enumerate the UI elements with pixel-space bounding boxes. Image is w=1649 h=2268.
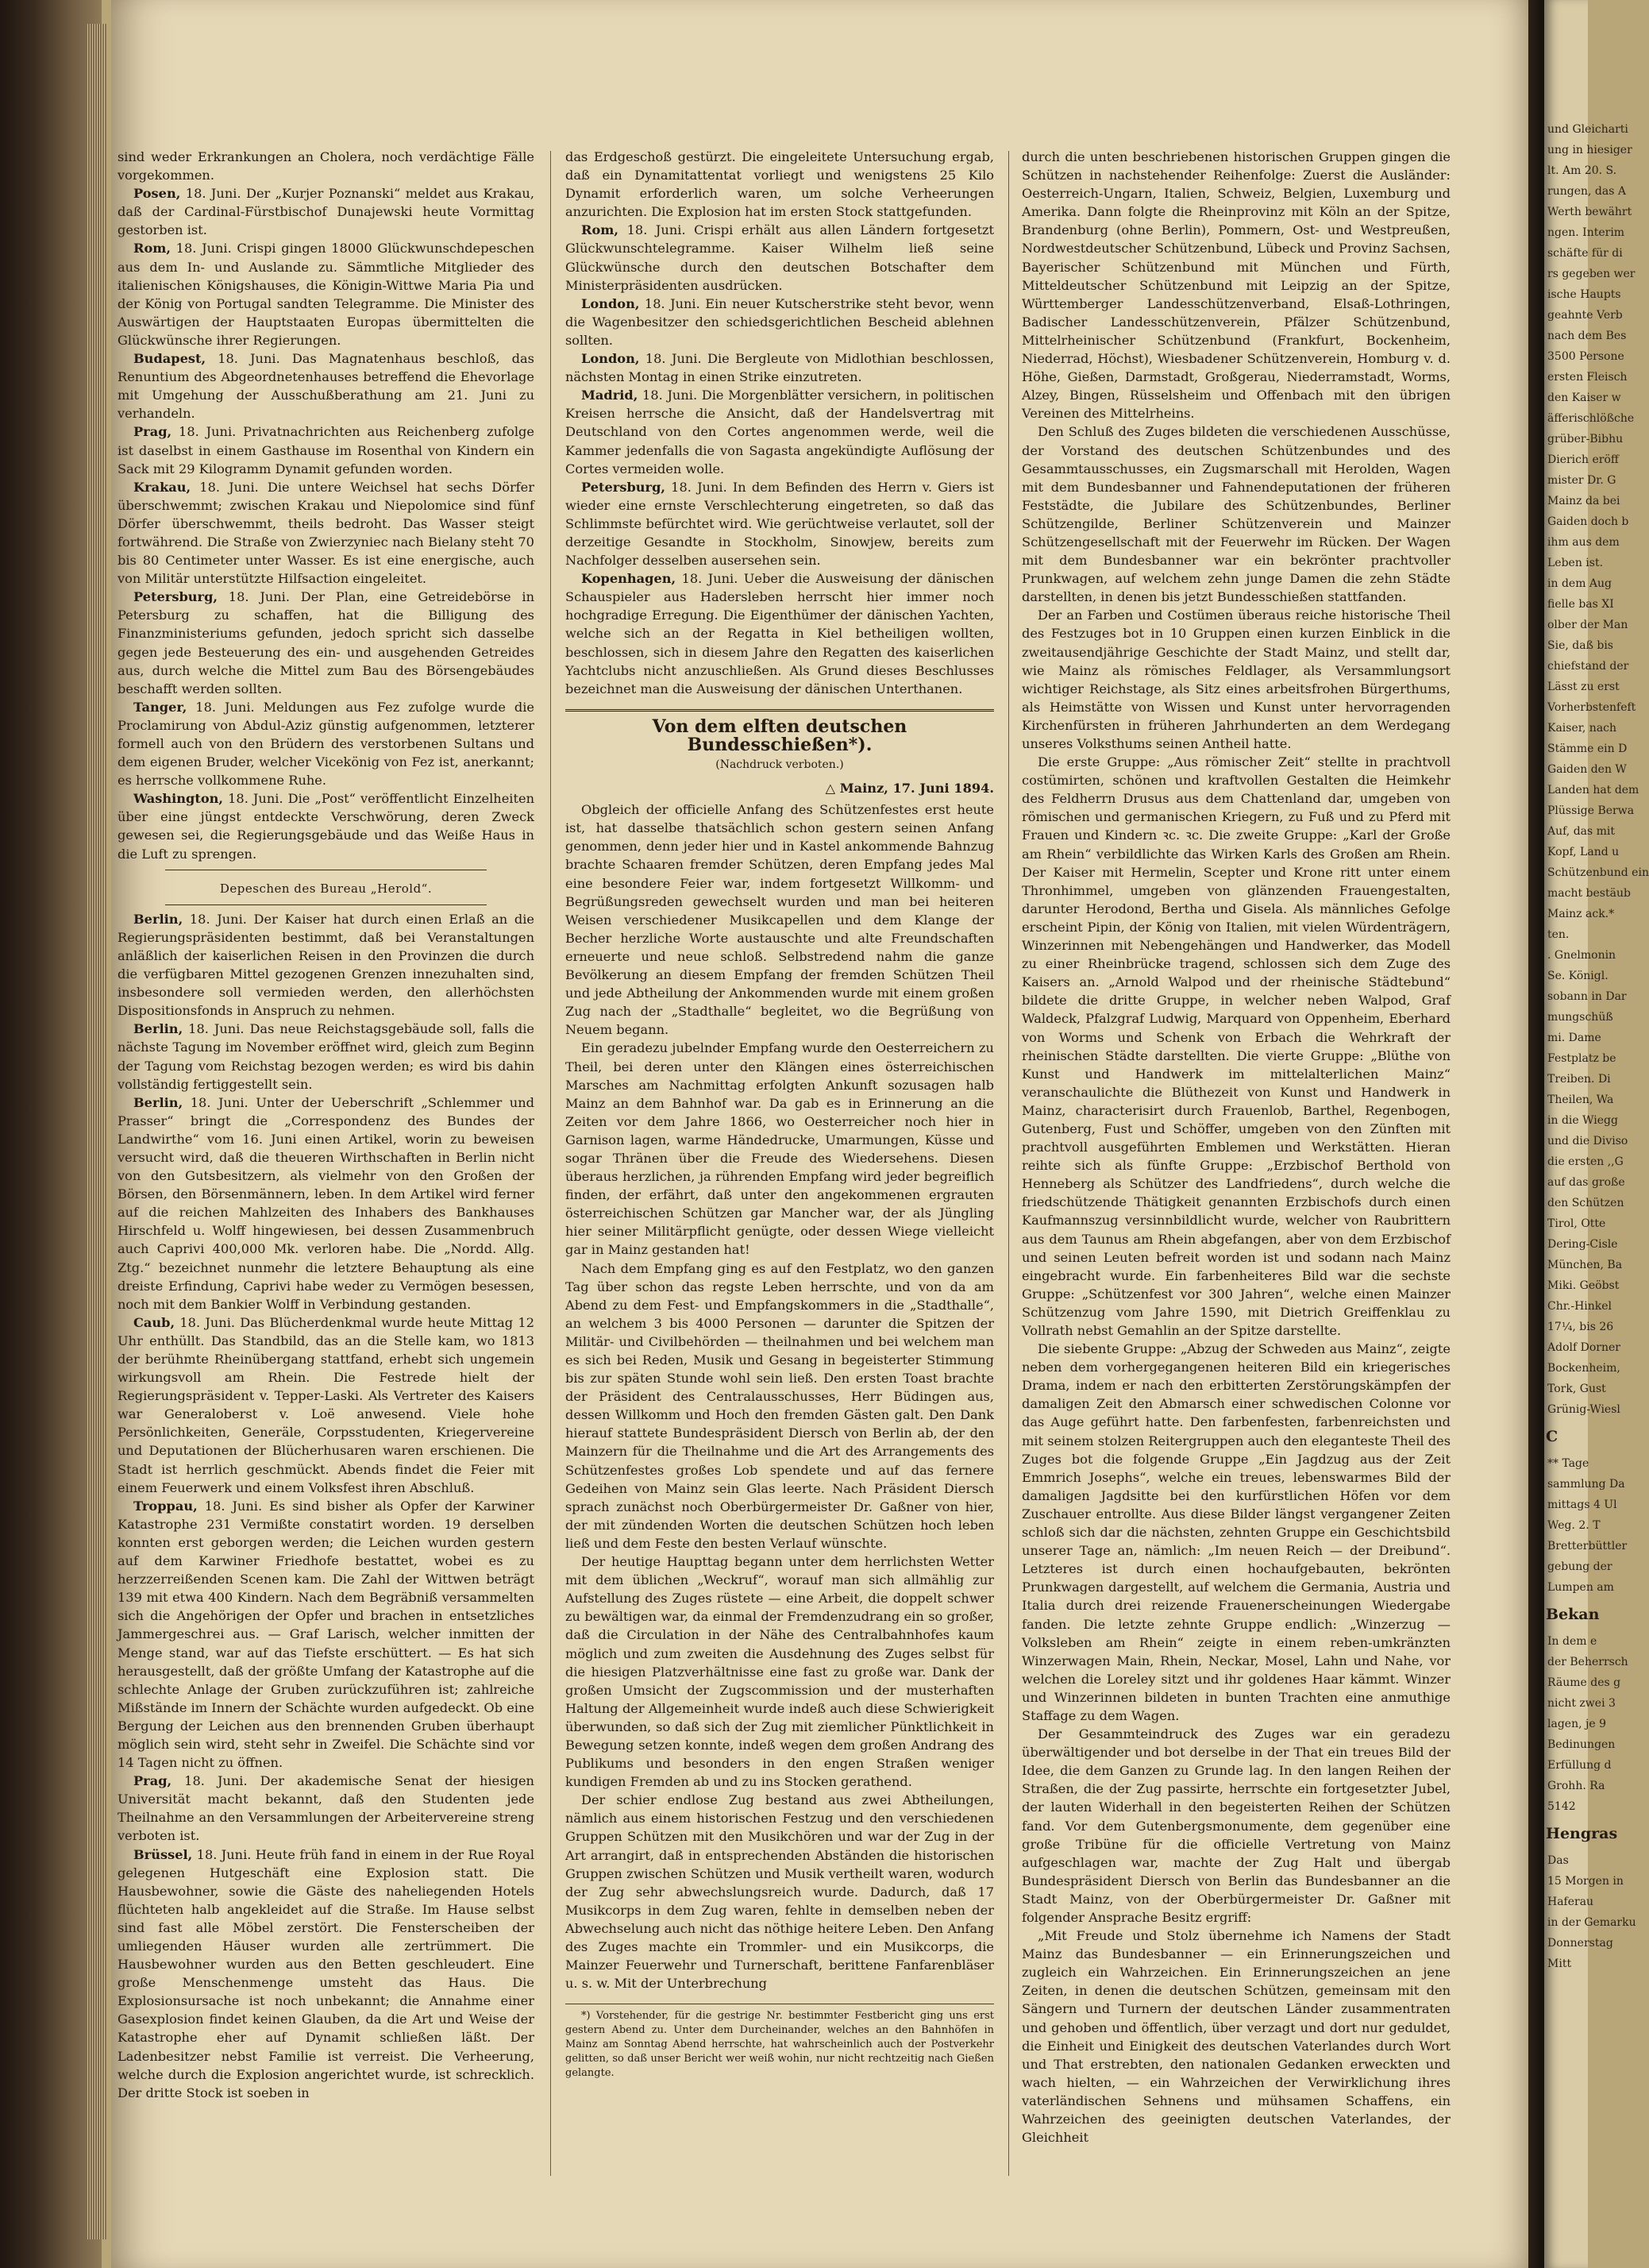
article-paragraph: Die siebente Gruppe: „Abzug der Schweden aus Mainz“, zeigte neben dem vorhergegangenen heiteren Bild ein kriegerisches Drama, indem er nach den erbitterten Zerstörungskämpfen der damaligen Zeit den Abmarsch einer schwedischen Colonne vor das Auge geführt hatte. Den farbenfesten, farbenreichsten und mit seinem stolzen Reitergruppen auch den eleganteste Theil des Zuges bot die folgende Gruppe „Ein Jagdzug aus der Zeit Emmrich Josephs“, welche ein treues, lebenswarmes Bild der damaligen Jagdsitte bei den kurfürstlichen Höfen vor dem Zuschauer entrollte. Aus diese Bilder längst vergangener Zeiten schloß sich dar die nächsten, zehnten Gruppe ein Geschichtsbild unserer Tage an, nämlich: „Im neuen Reich — der Dreibund“. Letzteres ist durch einen hochaufgebauten, bekrönten Prunkwagen dargestellt, auf welchem die Germania, Austria und Italia durch drei reizende Frauenerscheinungen Wiedergabe fanden. Die letzte zehnte Gruppe endlich: „Winzerzug — Volksleben am Rhein“ zeigte in einem reben-umkränzten Winzerwagen Main, Rhein, Neckar, Mosel, Lahn und Nahe, vor welchen die Loreley sitzt und ihr goldenes Haar kämmt. Winzer und Winzerinnen bildeten in bunten Trachten eine anmuthige Staffage zu dem Wagen. bbox=[1022, 1341, 1451, 1723]
news-item-petersburg: Petersburg, 18. Juni. In dem Befinden des Herrn v. Giers ist wieder eine ernste Verschlechterung eingetreten, so daß das Schlimmste befürchtet wird. Wie gerüchtweise verlautet, soll der derzeitige Gesandte in Stockholm, Sinowjew, bereits zum Nachfolger desselben ausersehen sein. bbox=[565, 479, 994, 569]
adjacent-page-fragment: Dierich eröff bbox=[1547, 453, 1619, 466]
adjacent-page-fragment: mittags 4 Ul bbox=[1547, 1498, 1617, 1511]
adjacent-page-fragment: München, Ba bbox=[1547, 1259, 1623, 1271]
adjacent-page-fragment: 5142 bbox=[1547, 1800, 1576, 1813]
news-item-petersburg: Petersburg, 18. Juni. Der Plan, eine Getreidebörse in Petersburg zu schaffen, hat die Billigung des Finanzministeriums gefunden, jedoch spricht sich dasselbe gegen jede Besteuerung des ein- und ausgehenden Getreides aus, durch welche die Mittel zum Bau des Börsengebäudes beschafft werden sollten. bbox=[118, 589, 534, 696]
adjacent-page-fragment: sobann in Dar bbox=[1547, 990, 1627, 1003]
news-item-caub: Caub, 18. Juni. Das Blücherdenkmal wurde heute Mittag 12 Uhr enthüllt. Das Standbild, das an die Stelle kam, wo 1813 der berühmte Rheinübergang stattfand, erhebt sich ungemein wirkungsvoll am Rhein. Die Festrede hielt der Regierungspräsident v. Tepper-Laski. Als Vertreter des Kaisers war Generaloberst v. Loë anwesend. Viele hohe Persönlichkeiten, Generäle, Corpsstudenten, Kriegervereine und Deputationen der Blücherhusaren waren erschienen. Die Stadt ist herrlich geschmückt. Abends findet die Feier mit einem Feuerwerk und einem Volksfest ihren Abschluß. bbox=[118, 1314, 534, 1495]
news-item-tanger: Tanger, 18. Juni. Meldungen aus Fez zufolge wurde die Proclamirung von Abdul-Aziz günstig aufgenommen, letzterer formell auch von den Brüdern des verstorbenen Sultans und dem eigenen Bruder, welcher Vicekönig von Fez ist, anerkannt; es herrsche vollkommene Ruhe. bbox=[118, 699, 534, 789]
paragraph: das Erdgeschoß gestürzt. Die eingeleitete Untersuchung ergab, daß ein Dynamitattentat vorliegt und wenigstens 25 Kilo Dynamit erforderlich waren, um solche Verheerungen anzurichten. Die Explosion hat im ersten Stock stattgefunden. bbox=[565, 149, 994, 220]
adjacent-page-fragment: 17¼, bis 26 bbox=[1547, 1321, 1614, 1333]
adjacent-page-fragment: rs gegeben wer bbox=[1547, 268, 1636, 280]
adjacent-page-fragment: Donnerstag bbox=[1547, 1937, 1613, 1950]
adjacent-page-heading: Hengras bbox=[1546, 1825, 1618, 1842]
news-item-kopenhagen: Kopenhagen, 18. Juni. Ueber die Ausweisung der dänischen Schauspieler aus Hadersleben herrscht hier immer noch hochgradige Erregung. Die Eigenthümer der dänischen Yachten, welche sich an der Regatta in Kiel betheiligen wollten, beschlossen, sich in diesem Jahre den Regatten des kaiserlichen Yachtclubs nicht anzuschließen. Als Grund dieses Beschlusses bezeichnet man die Ausweisung der dänischen Unterthanen. bbox=[565, 571, 994, 696]
adjacent-page-fragment: und Gleicharti bbox=[1547, 123, 1628, 136]
section-divider bbox=[165, 904, 487, 905]
news-item-berlin: Berlin, 18. Juni. Das neue Reichstagsgebäude soll, falls die nächste Tagung im November eröffnet wird, gleich zum Beginn der Tagung vom Reichstag bezogen werden; es wird bis dahin vollständig fertiggestellt sein. bbox=[118, 1021, 534, 1092]
book-binding bbox=[0, 0, 102, 2268]
page-edges bbox=[87, 24, 106, 2239]
adjacent-page-heading: C bbox=[1546, 1428, 1558, 1445]
column-3 bbox=[1022, 148, 1451, 2146]
adjacent-page-fragment: Auf, das mit bbox=[1547, 825, 1616, 838]
adjacent-page-fragment: Werth bewährt bbox=[1547, 206, 1632, 218]
footnote: *) Vorstehender, für die gestrige Nr. bestimmter Festbericht ging uns erst gestern Abend zu. Unter dem Durcheinander, welches an den Bahnhöfen in Mainz am Sonntag Abend herrschte, hat wahrscheinlich auch der Postverkehr gelitten, so daß unser Bericht wer weiß wohin, nur nicht rechtzeitig nach Gießen gelangte. bbox=[565, 2004, 994, 2081]
column-rule-2 bbox=[1008, 151, 1009, 2176]
adjacent-page-fragment: mungschüß bbox=[1547, 1011, 1613, 1024]
adjacent-page-fragment: in der Gemarku bbox=[1547, 1916, 1636, 1929]
adjacent-page-fragment: mi. Dame bbox=[1547, 1032, 1601, 1044]
adjacent-page-fragment: die ersten ,,G bbox=[1547, 1155, 1624, 1168]
adjacent-page-fragment: Vorherbstenfeft bbox=[1547, 701, 1636, 714]
adjacent-page-fragment: olber der Man bbox=[1547, 619, 1628, 631]
adjacent-page-fragment: Bockenheim, bbox=[1547, 1362, 1620, 1375]
news-item-krakau: Krakau, 18. Juni. Die untere Weichsel hat sechs Dörfer überschwemmt; zwischen Krakau und Niepolomice sind fünf Dörfer überschwemmt, theils bedroht. Das Wasser steigt fortwährend. Die Straße von Zwierzyniec nach Bielany steht 70 bis 80 Centimeter unter Wasser. Es ist eine energische, auch von Militär unterstützte Hilfsaction eingeleitet. bbox=[118, 479, 534, 587]
article-paragraph: durch die unten beschriebenen historischen Gruppen gingen die Schützen in nachstehender Reihenfolge: Zuerst die Ausländer: Oesterreich-Ungarn, Italien, Schweiz, Belgien, Luxemburg und Amerika. Dann folgte die Rheinprovinz mit Köln an der Spitze, Brandenburg (ohne Berlin), Pommern, Ost- und Westpreußen, Nordwestdeutscher Schützenbund, Lübeck und Provinz Sachsen, Bayerischer Schützenbund mit München und Fürth, Mitteldeutscher Schützenbund mit Leipzig an der Spitze, Württemberger Landesschützenverband, Elsaß-Lothringen, Badischer Landesschützenverein, Pfälzer Schützenbund, Mittelrheinischer Schützenbund (Frankfurt, Bockenheim, Niederrad, Höchst), Wiesbadener Schützenverein, Homburg v. d. Höhe, Gießen, Darmstadt, Großgerau, Niederramstadt, Worms, Alzey, Bingen, Rüsselsheim und Offenbach mit den übrigen Vereinen des Mittelrheins. bbox=[1022, 149, 1451, 422]
adjacent-page-fragment: Theilen, Wa bbox=[1547, 1094, 1614, 1106]
section-heading: Depeschen des Bureau „Herold“. bbox=[219, 881, 433, 896]
news-item-bruessel: Brüssel, 18. Juni. Heute früh fand in einem in der Rue Royal gelegenen Hutgeschäft eine Explosion statt. Die Hausbewohner, sowie die Gäste des naheliegenden Hotels flüchteten halb angekleidet auf die Straße. Im Hause selbst sind fast alle Möbel zerstört. Die Fensterscheiben der umliegenden Häuser wurden alle zertrümmert. Die Hausbewohner wurden aus den Betten geschleudert. Eine große Menschenmenge umsteht das Haus. Die Explosionsursache ist noch unbekannt; die Annahme einer Gasexplosion findet keinen Glauben, da die Art und Weise der Katastrophe eher auf Dynamit schließen läßt. Der Ladenbesitzer nebst Familie ist verreist. Die Verheerung, welche durch die Explosion angerichtet wurde, ist schrecklich. Der dritte Stock ist soeben in bbox=[118, 1846, 534, 2100]
adjacent-page-fragment: sammlung Da bbox=[1547, 1478, 1625, 1491]
article-paragraph: Der schier endlose Zug bestand aus zwei Abtheilungen, nämlich aus einem historischen Festzug und den verschiedenen Gruppen Schützen mit den Musikchören und war der Zug in der Art arrangirt, daß in entsprechenden Abständen die historischen Gruppen zwischen Schützen und Musik vertheilt waren, wodurch der Zug sehr abwechslungsreich wurde. Dadurch, daß 17 Musikcorps in dem Zug waren, fehlte in demselben neben der Abwechselung auch nicht das nöthige heitere Leben. Den Anfang des Zuges machte ein Trommler- und ein Musikcorps, die Mainzer Feuerwehr und Turnerschaft, berittene Fanfarenbläser u. s. w. Mit der Unterbrechung bbox=[565, 1792, 994, 1992]
news-item-berlin: Berlin, 18. Juni. Unter der Ueberschrift „Schlemmer und Prasser“ bringt die „Correspondenz des Bundes der Landwirthe“ vom 16. Juni einen Artikel, worin zu beweisen versucht wird, daß die theueren Wirthschaften in Berlin nicht von den Gutsbesitzern, als vielmehr von den Großen der Börsen, den Börsenmännern, leben. In dem Artikel wird ferner auf die reichen Mahlzeiten des Inhabers des Bankhauses Hirschfeld u. Wolff hingewiesen, bei dessen Zusammenbruch auch Caprivi 400,000 Mk. verloren habe. Die „Nordd. Allg. Ztg.“ bezeichnet nunmehr die letztere Behauptung als eine dreiste Erfindung, Caprivi habe weder zu Vermögen besessen, noch mit dem Bankier Wolff in Verbindung gestanden. bbox=[118, 1094, 534, 1312]
news-item-posen: Posen, 18. Juni. Der „Kurjer Poznanski“ meldet aus Krakau, daß der Cardinal-Fürstbischof Dunajewski heute Vormittag gestorben ist. bbox=[118, 186, 534, 238]
adjacent-page-fragment: Lumpen am bbox=[1547, 1581, 1614, 1594]
adjacent-page-fragment: Dering-Cisle bbox=[1547, 1238, 1618, 1251]
news-item-budapest: Budapest, 18. Juni. Das Magnatenhaus beschloß, das Renuntium des Abgeordnetenhauses betreffend die Ehevorlage mit Umgehung der Ausschußberathung am 21. Juni zu verhandeln. bbox=[118, 351, 534, 422]
adjacent-page-fragment: Leben ist. bbox=[1547, 557, 1604, 569]
adjacent-page-fragment: Erfüllung d bbox=[1547, 1759, 1612, 1772]
adjacent-page-fragment: Mainz ack.* bbox=[1547, 908, 1615, 920]
adjacent-page-fragment: gebung der bbox=[1547, 1560, 1612, 1573]
adjacent-page-fragment: Bedinungen bbox=[1547, 1738, 1616, 1751]
news-item-berlin: Berlin, 18. Juni. Der Kaiser hat durch einen Erlaß an die Regierungspräsidenten bestimmt, daß bei Veranstaltungen anläßlich der kaiserlichen Reisen in den Provinzen die durch die verfügbaren Mittel gezogenen Grenzen innezuhalten sind, insbesondere soll vermieden werden, den allerhöchsten Dispositionsfonds in Anspruch zu nehmen. bbox=[118, 911, 534, 1019]
adjacent-page-fragment: den Kaiser w bbox=[1547, 392, 1621, 404]
paragraph: sind weder Erkrankungen an Cholera, noch verdächtige Fälle vorgekommen. bbox=[118, 149, 534, 183]
adjacent-page-fragment: Chr.-Hinkel bbox=[1547, 1300, 1612, 1313]
adjacent-page-fragment: und die Diviso bbox=[1547, 1135, 1628, 1148]
adjacent-page-fragment: ihm aus dem bbox=[1547, 536, 1620, 549]
adjacent-page-fragment: Plüssige Berwa bbox=[1547, 804, 1635, 817]
adjacent-page-fragment: Mitt bbox=[1547, 1958, 1572, 1970]
adjacent-page-fragment: lt. Am 20. S. bbox=[1547, 164, 1617, 177]
adjacent-page-fragment: schäfte für di bbox=[1547, 247, 1623, 260]
adjacent-page-fragment: Grünig-Wiesl bbox=[1547, 1403, 1620, 1416]
adjacent-page-fragment: Se. Königl. bbox=[1547, 970, 1609, 982]
feature-subtitle: (Nachdruck verboten.) bbox=[715, 758, 844, 771]
article-paragraph: Der an Farben und Costümen überaus reiche historische Theil des Festzuges bot in 10 Gruppen einen kurzen Einblick in die zweitausendjährige Geschichte der Stadt Mainz, und stellt dar, wie Mainz als römisches Feldlager, als Versammlungsort wichtiger Reichstage, als Sitz eines arbeitsfrohen Bürgerthums, als Heimstätte von Wissen und Kunst unter hervorragenden Kirchenfürsten in früheren Jahrhunderten an dem Werdegang unseres Volksthums seinen Antheil hatte. bbox=[1022, 608, 1451, 751]
adjacent-page-fragment: ** Tage bbox=[1547, 1457, 1589, 1470]
adjacent-page-text bbox=[1544, 0, 1649, 1974]
adjacent-page-fragment: Gaiden den W bbox=[1547, 763, 1627, 776]
news-item-prag: Prag, 18. Juni. Der akademische Senat der hiesigen Universität macht bekannt, daß den Studenten jede Theilnahme an den Versammlungen der Arbeitervereine streng verboten ist. bbox=[118, 1773, 534, 1844]
adjacent-page-fragment: nicht zwei 3 bbox=[1547, 1697, 1616, 1710]
column-1 bbox=[118, 148, 534, 2102]
adjacent-page-fragment: ten. bbox=[1547, 928, 1570, 941]
adjacent-page-fragment: Adolf Dorner bbox=[1547, 1341, 1620, 1354]
adjacent-page-fragment: Festplatz be bbox=[1547, 1052, 1616, 1065]
adjacent-page-fragment: Sie, daß bis bbox=[1547, 639, 1613, 652]
column-2 bbox=[565, 148, 994, 2081]
adjacent-page-fragment: Treiben. Di bbox=[1547, 1073, 1611, 1086]
adjacent-page-fragment: Bretterbüttler bbox=[1547, 1540, 1628, 1552]
adjacent-page-fragment: Lässt zu erst bbox=[1547, 681, 1620, 693]
adjacent-page-fragment: nach dem Bes bbox=[1547, 330, 1627, 342]
article-paragraph: „Mit Freude und Stolz übernehme ich Namens der Stadt Mainz das Bundesbanner — ein Erinnerungszeichen und zugleich ein Wahrzeichen. Ein Erinnerungszeichen an jene Zeiten, in denen die deutschen Schützen, gemeinsam mit den Sängern und Turnern der deutschen Länder zusammentraten und gehoben und öffentlich, über verzagt und dort nur geduldet, die Einheit und Einigkeit des deutschen Vaterlandes durch Wort und That erstrebten, den nationalen Gedanken erweckten und wach hielten, — ein Wahrzeichen der Verwirklichung ihres vaterländischen Sehnens und mühsamen Schaffens, ein Wahrzeichen des geeinigten deutschen Vaterlandes, der Gleichheit bbox=[1022, 1928, 1451, 2146]
dateline: △ Mainz, 17. Juni 1894. bbox=[825, 781, 994, 796]
adjacent-page-fragment: Tork, Gust bbox=[1547, 1383, 1606, 1395]
adjacent-page-fragment: Schützenbund ein bbox=[1547, 866, 1649, 879]
adjacent-page-fragment: ung in hiesiger bbox=[1547, 144, 1632, 156]
article-paragraph: Der Gesammteindruck des Zuges war ein geradezu überwältigender und bot derselbe in der That ein treues Bild der Idee, die dem Ganzen zu Grunde lag. In den langen Reihen der Straßen, die der Zug passirte, herrschte ein fortgesetzter Jubel, der lauten Widerhall in den begeisterten Reihen der Schützen fand. Vor dem Gutenbergsmonumente, dem gegenüber eine große Tribüne für die officielle Vertretung von Mainz aufgeschlagen war, machte der Zug Halt und übergab Bundespräsident Diersch von Berlin das Bundesbanner an die Stadt Mainz, von der Oberbürgermeister Dr. Gaßner mit folgender Ansprache Besitz ergriff: bbox=[1022, 1726, 1451, 1925]
adjacent-page-fragment: In dem e bbox=[1547, 1635, 1597, 1648]
adjacent-page-fragment: Stämme ein D bbox=[1547, 742, 1628, 755]
adjacent-page-fragment: 15 Morgen in bbox=[1547, 1875, 1624, 1888]
news-item-rom: Rom, 18. Juni. Crispi erhält aus allen Ländern fortgesetzt Glückwunschtelegramme. Kaiser Wilhelm ließ seine Glückwünsche durch den deutschen Botschafter dem Ministerpräsidenten ausdrücken. bbox=[565, 222, 994, 293]
adjacent-page-fragment: . Gnelmonin bbox=[1547, 949, 1616, 962]
adjacent-page-fragment: mister Dr. G bbox=[1547, 474, 1616, 487]
adjacent-page-fragment: Landen hat dem bbox=[1547, 784, 1639, 796]
adjacent-page-fragment: rungen, das A bbox=[1547, 185, 1626, 198]
adjacent-page-fragment: Das bbox=[1547, 1854, 1569, 1867]
adjacent-page-fragment: Räume des g bbox=[1547, 1676, 1621, 1689]
adjacent-page-fragment: macht bestäub bbox=[1547, 887, 1631, 900]
adjacent-page-fragment: geahnte Verb bbox=[1547, 309, 1623, 322]
article-paragraph: Ein geradezu jubelnder Empfang wurde den Oesterreichern zu Theil, bei deren unter den Klängen eines österreichischen Marsches am Nachmittag erfolgten Ankunft sozusagen halb Mainz an dem Bahnhof war. Da gab es in Erinnerung an die Zeiten vor dem Jahre 1866, wo Oesterreicher noch hier in Garnison lagen, warme Händedrucke, Umarmungen, Küsse und sogar Thränen über die Freude des Wiedersehens. Diesen überaus herzlichen, ja rührenden Empfang wird jeder begreiflich finden, der erfährt, daß unter den angekommenen ergrauten österreichischen Schützen gar Mancher war, der als Jüngling hier seiner Militärpflicht genügte, oder dessen Wiege vielleicht gar in Mainz gestanden hat! bbox=[565, 1040, 994, 1258]
news-item-prag: Prag, 18. Juni. Privatnachrichten aus Reichenberg zufolge ist daselbst in einem Gasthause im Rosenthal von Kindern ein Sack mit 29 Kilogramm Dynamit gefunden worden. bbox=[118, 424, 534, 476]
news-item-troppau: Troppau, 18. Juni. Es sind bisher als Opfer der Karwiner Katastrophe 231 Vermißte constatirt worden. 19 derselben konnten erst geborgen werden; die Leichen wurden gestern auf dem Karwiner Friedhofe bestattet, wobei es zu herzzerreißenden Scenen kam. Die Zahl der Wittwen beträgt 139 mit etwa 400 Kindern. Nach dem Begräbniß versammelten sich die Angehörigen der Opfer und brachen in entsetzliches Jammergeschrei aus. — Graf Larisch, welcher inmitten der Menge stand, war auf das Tiefste erschüttert. — Es hat sich herausgestellt, daß der größte Umfang der Katastrophe auf die schlechte Anlage der Gruben zurückzuführen ist; zahlreiche Mißstände im Innern der Schächte wurden aufgedeckt. Ob eine Bergung der Leichen aus den brennenden Gruben überhaupt möglich sein wird, steht sehr in Zweifel. Die Schächte sind vor 14 Tagen nicht zu öffnen. bbox=[118, 1498, 534, 1771]
adjacent-page bbox=[1544, 0, 1649, 2268]
adjacent-page-fragment: ngen. Interim bbox=[1547, 226, 1625, 239]
adjacent-page-fragment: ische Haupts bbox=[1547, 288, 1621, 301]
adjacent-page-fragment: den Schützen bbox=[1547, 1197, 1624, 1209]
adjacent-page-fragment: der Beherrsch bbox=[1547, 1656, 1628, 1668]
adjacent-page-fragment: 3500 Persone bbox=[1547, 350, 1624, 363]
feature-divider bbox=[565, 709, 994, 712]
adjacent-page-heading: Bekan bbox=[1546, 1606, 1600, 1623]
column-rule-1 bbox=[550, 151, 551, 2176]
article-paragraph: Der heutige Haupttag begann unter dem herrlichsten Wetter mit dem üblichen „Weckruf“, worauf man sich allmählig zur Aufstellung des Zuges rüstete — eine Arbeit, die doppelt schwer zu bewältigen war, da einmal der Fremdenzudrang ein so großer, daß die Circulation in der Nähe des Centralbahnhofes kaum möglich und zum zweiten die Ausdehnung des Zuges selbst für die hiesigen Platzverhältnisse eine fast zu große war. Dank der großen Umsicht der Zugscommission und der musterhaften Haltung der Allgemeinheit wurde indeß auch diese Schwierigkeit überwunden, so daß sich der Zug mit ziemlicher Pünktlichkeit in Bewegung setzen konnte, indeß wegen dem großen Andrang des Publikums und besonders in den engen Straßen weniger kundigen Fremden ab und zu ins Stocken gerathend. bbox=[565, 1554, 994, 1790]
adjacent-page-fragment: äfferischlößche bbox=[1547, 412, 1635, 425]
adjacent-page-fragment: Mainz da bei bbox=[1547, 495, 1620, 507]
article-paragraph: Den Schluß des Zuges bildeten die verschiedenen Ausschüsse, der Vorstand des deutschen Schützenbundes und des Gesammtausschusses, ein Zugsmarschall mit Herolden, Wagen mit dem Bundesbanner und Fahnendeputationen der früheren Feststädte, die Jubilare des Schützenbundes, Berliner Schützengilde, Berliner Schützenverein und Mainzer Schützengesellschaft mit der Feuerwehr im Rücken. Der Wagen mit dem Bundesbanner war ein bekrönter prachtvoller Prunkwagen, auf welchem zehn junge Damen die zehn Städte darstellten, in denen bis jetzt Bundesschießen stattfanden. bbox=[1022, 424, 1451, 605]
news-item-london: London, 18. Juni. Ein neuer Kutscherstrike steht bevor, wenn die Wagenbesitzer den schiedsgerichtlichen Bescheid ablehnen sollten. bbox=[565, 295, 994, 348]
adjacent-page-fragment: in die Wiegg bbox=[1547, 1114, 1618, 1127]
adjacent-page-fragment: Gaiden doch b bbox=[1547, 515, 1629, 528]
adjacent-page-fragment: fielle bas XI bbox=[1547, 598, 1614, 611]
adjacent-page-fragment: auf das große bbox=[1547, 1176, 1625, 1189]
adjacent-page-fragment: Grohh. Ra bbox=[1547, 1780, 1605, 1792]
adjacent-page-fragment: Miki. Geöbst bbox=[1547, 1279, 1620, 1292]
article-paragraph: Obgleich der officielle Anfang des Schützenfestes erst heute ist, hat dasselbe thatsächlich schon gestern seinen Anfang genommen, denn jeder hier und in Kastel ankommende Bahnzug brachte Schaaren fremder Schützen, deren Empfang jedes Mal eine besondere Feier war, indem fortgesetzt Willkomm- und Begrüßungsreden gewechselt wurden und man bei heiteren Weisen verschiedener Musikcapellen und dem Klange der Becher herzliche Worte austauschte und alte Freundschaften erneuerte und neue schloß. Selbstredend nahm die ganze Bevölkerung an diesem Empfang der fremden Schützen Theil und jede Abtheilung der Ankommenden wurde mit einem großen Zug nach der „Stadthalle“ begleitet, wo die Begrüßung von Neuem begann. bbox=[565, 802, 994, 1038]
adjacent-page-fragment: Weg. 2. T bbox=[1547, 1519, 1601, 1532]
article-paragraph: Nach dem Empfang ging es auf den Festplatz, wo den ganzen Tag über schon das regste Leben herrschte, und von da am Abend zu dem Fest- und Empfangskommers in die „Stadthalle“, an welchem 3 bis 4000 Personen — darunter die Spitzen der Militär- und Civilbehörden — theilnahmen und bei welchem man es sich bei Reden, Musik und Gesang in begeisterter Stimmung bis zur späten Stunde wohl sein ließ. Den ersten Toast brachte der Präsident des Centralausschusses, Herr Büdingen aus, dessen Willkomm und Hoch den fremden Gästen galt. Den Dank hierauf stattete Bundespräsident Diersch von Berlin ab, der den Mainzern für die Theilnahme und die Art des Arrangements des Schützenfestes großes Lob spendete und auf das fernere Gedeihen von Mainz sein Glas leerte. Nach Präsident Diersch sprach zunächst noch Oberbürgermeister Dr. Gaßner von hier, der mit zündenden Worten die deutschen Schützen hoch leben ließ und dem Feste den besten Verlauf wünschte. bbox=[565, 1260, 994, 1551]
adjacent-page-fragment: lagen, je 9 bbox=[1547, 1718, 1606, 1730]
book-gutter bbox=[1528, 0, 1544, 2268]
adjacent-page-fragment: Haferau bbox=[1547, 1896, 1594, 1908]
adjacent-page-fragment: ersten Fleisch bbox=[1547, 371, 1628, 384]
adjacent-page-fragment: Tirol, Otte bbox=[1547, 1217, 1606, 1230]
adjacent-page-fragment: Kaiser, nach bbox=[1547, 722, 1617, 735]
news-item-washington: Washington, 18. Juni. Die „Post“ veröffentlicht Einzelheiten über eine jüngst entdeckte Verschwörung, deren Zweck gewesen sei, die Regierungsgebäude und das Weiße Haus in die Luft zu sprengen. bbox=[118, 791, 534, 862]
news-item-rom: Rom, 18. Juni. Crispi gingen 18000 Glückwunschdepeschen aus dem In- und Auslande zu. Sämmtliche Mitglieder des italienischen Königshauses, die Königin-Wittwe Maria Pia und der König von Portugal sandten Telegramme. Die Minister des Auswärtigen der Hauptstaaten Europas übermittelten die Glückwünsche ihrer Regierungen. bbox=[118, 241, 534, 348]
feature-title: Von dem elften deutschen Bundesschießen*). bbox=[652, 716, 907, 755]
adjacent-page-fragment: Kopf, Land u bbox=[1547, 846, 1620, 858]
adjacent-page-fragment: in dem Aug bbox=[1547, 577, 1612, 590]
adjacent-page-fragment: grüber-Bibhu bbox=[1547, 433, 1624, 446]
news-item-madrid: Madrid, 18. Juni. Die Morgenblätter versichern, in politischen Kreisen herrsche die Ansicht, daß der Handelsvertrag mit Deutschland von den Cortes angenommen werde, weil die Kammer jedenfalls die von Sagasta angekündigte Auflösung der Cortes vermeiden wolle. bbox=[565, 388, 994, 476]
article-paragraph: Die erste Gruppe: „Aus römischer Zeit“ stellte in prachtvoll costümirten, schönen und kraftvollen Gestalten die Heimkehr des Feldherrn Drusus aus dem Chattenland dar, umgeben von römischen und germanischen Kriegern, zu Fuß und zu Pferd mit Frauen und Kindern ꝛc. ꝛc. Die zweite Gruppe: „Karl der Große am Rhein“ verbildlichte das Wirken Karls des Großen am Rhein. Der Kaiser mit Hermelin, Scepter und Krone ritt unter einem Thronhimmel, umgeben von glänzenden Frauengestalten, darunter Herodond, Bertha und Gisela. Als männliches Gefolge erscheint Pipin, der König von Italien, mit vielen Würdenträgern, Winzerinnen mit Nebengehängen und Handwerker, das Modell zu einer Rheinbrücke tragend, schlossen sich dem Zuge des Kaisers an. „Arnold Walpod und der rheinische Städtebund“ bildete die dritte Gruppe, in welcher neben Walpod, Graf Waldeck, Pfalzgraf Ludwig, Marquard von Oppenheim, Eberhard von Worms und Schenk von Erbach die Wehrkraft der rheinischen Städte darstellten. Die vierte Gruppe: „Blüthe von Kunst und Handwerk im mittelalterlichen Mainz“ veranschaulichte die Blüthezeit von Kunst und Handwerk in Mainz, characterisirt durch Frauenlob, Barthel, Regenbogen, Gutenberg, Fust und Schöffer, umgeben von den Zünften mit prachtvoll ausgeführten Emblemen und Werkstätten. Hieran reihte sich als fünfte Gruppe: „Erzbischof Berthold von Henneberg als Schützer des Landfriedens“, durch welche die friedschützende Thätigkeit genannten Erzbischofs durch einen Kaufmannszug versinnbildlicht wurde, welcher von Raubrittern aus dem Taunus am Rhein abgefangen, aber von dem Erzbischof und seinen Leuten befreit worden ist und sodann nach Mainz eingebracht wurde. Ein farbenheiteres Bild war die sechste Gruppe: „Schützenfest vor 300 Jahren“, welche einen Mainzer Schützenzug vom Jahre 1590, mit Dietrich Greiffenklau zu Vollrath nebst Gemahlin an der Spitze darstellte. bbox=[1022, 754, 1451, 1338]
news-item-london: London, 18. Juni. Die Bergleute von Midlothian beschlossen, nächsten Montag in einen Strike einzutreten. bbox=[565, 351, 994, 385]
adjacent-page-fragment: chiefstand der bbox=[1547, 660, 1629, 673]
